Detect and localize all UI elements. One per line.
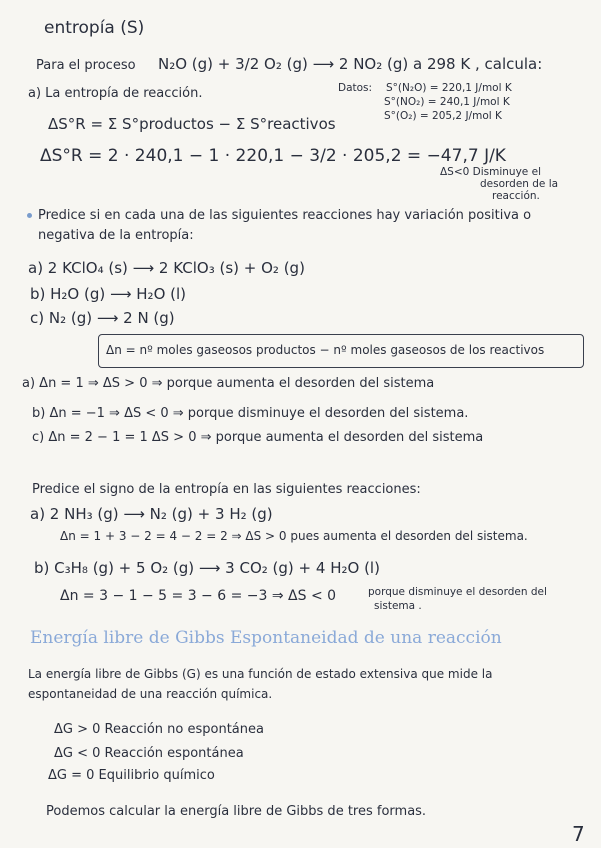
predict2-note-b-2: sistema . [374, 600, 422, 612]
problem-intro: Para el proceso [36, 58, 136, 73]
gibbs-definition-1: La energía libre de Gibbs (G) es una función de estado extensiva que mide la [28, 667, 493, 681]
gibbs-case-positive: ΔG > 0 Reacción no espontánea [54, 722, 264, 737]
dato-no2: S°(NO₂) = 240,1 J/mol K [384, 96, 510, 108]
predict2-reaction-a: a) 2 NH₃ (g) ⟶ N₂ (g) + 3 H₂ (g) [30, 505, 273, 523]
predict1-answer-a: a) Δn = 1 ⇒ ΔS > 0 ⇒ porque aumenta el desorden del sistema [22, 376, 435, 391]
gibbs-case-zero: ΔG = 0 Equilibrio químico [48, 768, 215, 783]
predict2-note-b-1: porque disminuye el desorden del [368, 586, 547, 598]
entropy-calculation: ΔS°R = 2 · 240,1 − 1 · 220,1 − 3/2 · 205,2 = −47,7 J/K [40, 146, 506, 166]
entropy-note-2: desorden de la [480, 178, 559, 190]
gibbs-closing: Podemos calcular la energía libre de Gibbs de tres formas. [46, 804, 427, 819]
datos-title: Datos: [338, 82, 373, 94]
dato-o2: S°(O₂) = 205,2 J/mol K [384, 110, 502, 122]
dato-n2o: S°(N₂O) = 220,1 J/mol K [386, 82, 512, 94]
bullet-dot [27, 213, 32, 218]
entropy-note-1: ΔS<0 Disminuye el [440, 166, 541, 178]
page-number: 7 [572, 822, 585, 846]
predict1-answer-c: c) Δn = 2 − 1 = 1 ΔS > 0 ⇒ porque aumenta el desorden del sistema [32, 430, 484, 445]
predict2-answer-a: Δn = 1 + 3 − 2 = 4 − 2 = 2 ⇒ ΔS > 0 pues aumenta el desorden del sistema. [60, 529, 528, 543]
problem-part-a: a) La entropía de reacción. [28, 86, 203, 101]
predict2-answer-b: Δn = 3 − 1 − 5 = 3 − 6 = −3 ⇒ ΔS < 0 [60, 588, 337, 604]
predict1-answer-b: b) Δn = −1 ⇒ ΔS < 0 ⇒ porque disminuye el desorden del sistema. [32, 406, 469, 421]
predict1-reaction-a: a) 2 KClO₄ (s) ⟶ 2 KClO₃ (s) + O₂ (g) [28, 259, 305, 277]
predict1-question-2: negativa de la entropía: [38, 228, 194, 243]
predict1-reaction-b: b) H₂O (g) ⟶ H₂O (l) [30, 285, 187, 303]
gibbs-definition-2: espontaneidad de una reacción química. [28, 687, 273, 701]
gibbs-heading: Energía libre de Gibbs Espontaneidad de una reacción [30, 628, 502, 648]
entropy-note-3: reacción. [492, 190, 540, 202]
gibbs-case-negative: ΔG < 0 Reacción espontánea [54, 746, 244, 761]
predict2-question: Predice el signo de la entropía en las siguientes reacciones: [32, 482, 421, 497]
delta-n-definition: Δn = nº moles gaseosos productos − nº moles gaseosos de los reactivos [106, 343, 545, 357]
predict1-question-1: Predice si en cada una de las siguientes reacciones hay variación positiva o [38, 208, 532, 223]
entropy-formula: ΔS°R = Σ S°productos − Σ S°reactivos [48, 115, 336, 133]
predict1-reaction-c: c) N₂ (g) ⟶ 2 N (g) [30, 309, 175, 327]
page-title: entropía (S) [44, 18, 145, 38]
predict2-reaction-b: b) C₃H₈ (g) + 5 O₂ (g) ⟶ 3 CO₂ (g) + 4 H₂O (l) [34, 559, 380, 577]
problem-reaction: N₂O (g) + 3/2 O₂ (g) ⟶ 2 NO₂ (g) a 298 K , calcula: [158, 55, 543, 73]
